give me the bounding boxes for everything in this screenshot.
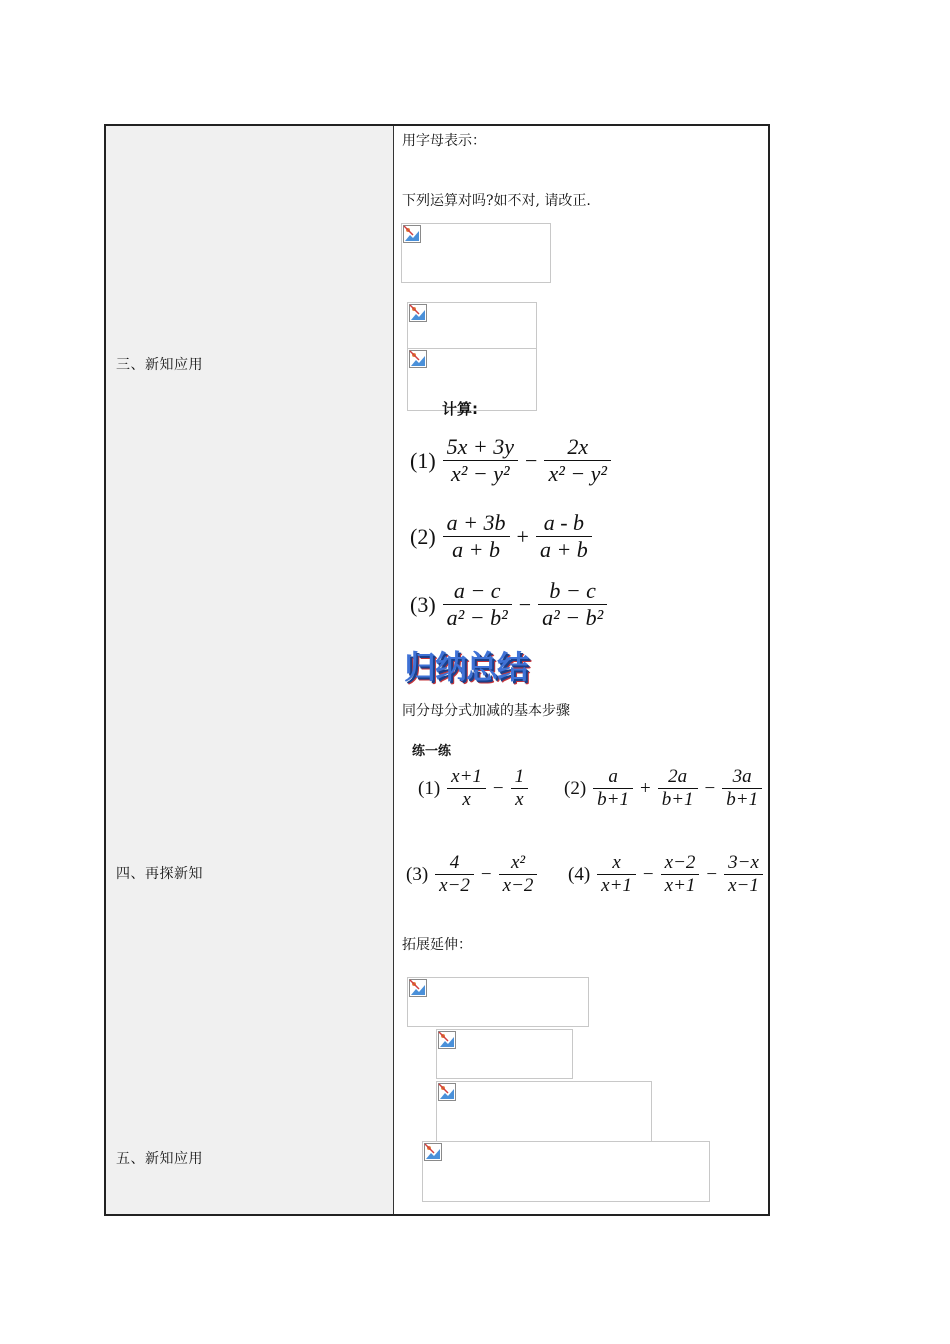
image-placeholder: [436, 1029, 573, 1079]
image-placeholder: [401, 223, 551, 283]
practice-problem-4: (4) $\frac{x}{x+1}$ − $\frac{x-2}{x+1}$ − $\frac{3-x}{x-1}$: [568, 852, 766, 897]
image-placeholder: [407, 977, 589, 1027]
letters-text: 用字母表示：: [402, 133, 486, 149]
calc-problem-1: (1) $\frac{5x + 3y}{\text{x² − y²}}$ − $\frac{2x}{\text{x² − y²}}$: [410, 434, 614, 487]
broken-image-icon: [403, 225, 421, 243]
practice-problem-1: (1) $\frac{x+1}{x}$ − $\frac{1}{x}$: [418, 766, 531, 811]
image-placeholder: [407, 302, 537, 354]
extend-text: 拓展延伸：: [402, 937, 472, 953]
image-placeholder: [422, 1141, 710, 1202]
practice-problem-3: (3) $\frac{4}{x-2}$ − $\frac{\text{x²}}{x-2}$: [406, 852, 540, 897]
broken-image-icon: [409, 979, 427, 997]
calc-problem-2: (2) $\frac{a + 3b}{a + b}$ + $\frac{a - b}{a + b}$: [410, 510, 595, 563]
broken-image-icon: [424, 1143, 442, 1161]
lesson-table: [104, 124, 770, 1216]
practice-heading: 练一练: [412, 744, 452, 759]
image-placeholder: [436, 1081, 652, 1146]
broken-image-icon: [409, 304, 427, 322]
broken-image-icon: [409, 350, 427, 368]
summary-wordart: 归纳总结: [404, 648, 529, 686]
section-column: [106, 126, 394, 1214]
section-label-5: 五、新知应用: [116, 1151, 203, 1167]
calc-heading: 计算:: [442, 400, 478, 418]
broken-image-icon: [438, 1031, 456, 1049]
practice-problem-2: (2) $\frac{a}{b+1}$ + $\frac{2a}{b+1}$ − $\frac{3a}{b+1}$: [564, 766, 765, 811]
check-text: 下列运算对吗?如不对, 请改正.: [402, 193, 591, 209]
content-column: [394, 126, 768, 1214]
steps-text: 同分母分式加减的基本步骤: [402, 703, 570, 719]
calc-problem-3: (3) $\frac{a - c}{\text{a² − b²}}$ − $\frac{b - c}{\text{a² − b²}}$: [410, 578, 610, 631]
section-label-3: 三、新知应用: [116, 357, 203, 373]
section-label-4: 四、再探新知: [116, 866, 203, 882]
broken-image-icon: [438, 1083, 456, 1101]
